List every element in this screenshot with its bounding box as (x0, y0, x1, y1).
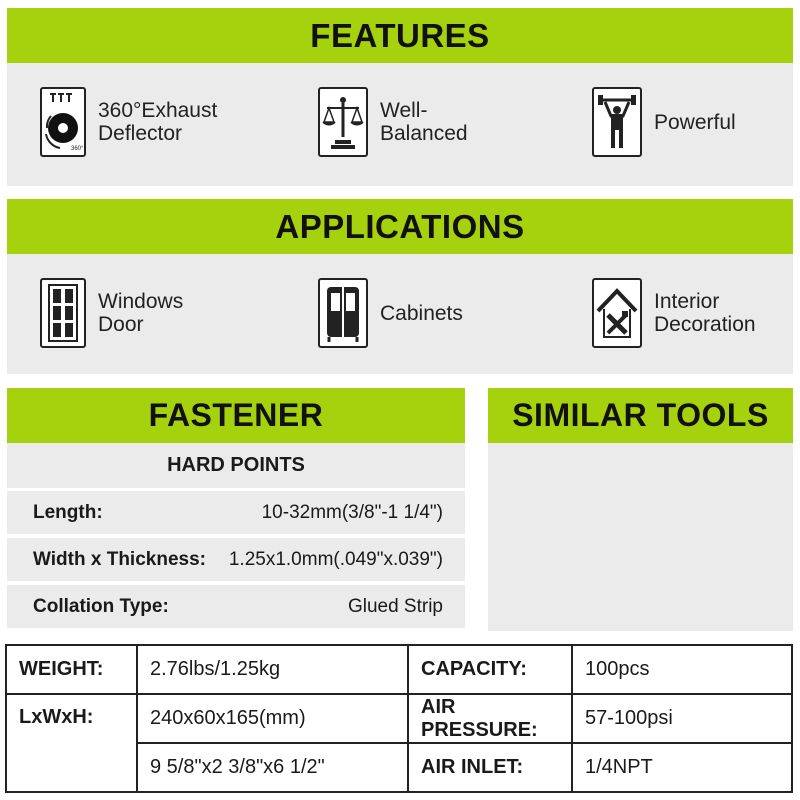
air-inlet-label: AIR INLET: (408, 743, 572, 792)
table-row (6, 645, 792, 694)
row-value: 10-32mm(3/8"-1 1/4") (261, 501, 443, 523)
application-interior-decoration (592, 278, 756, 348)
house-tools-icon (592, 278, 642, 348)
application-label: Interior Decoration (654, 290, 756, 336)
air-inlet-value: 1/4NPT (572, 743, 792, 792)
row-value: Glued Strip (347, 595, 443, 617)
feature-well-balanced (318, 87, 468, 157)
fastener-row-width-thickness (7, 538, 465, 581)
svg-text:360°: 360° (71, 146, 83, 152)
fastener-subtitle-panel (7, 443, 465, 488)
feature-label: Well- Balanced (380, 99, 468, 145)
exhaust-deflector-icon (40, 87, 86, 157)
dims-value-mm: 240x60x165(mm) (137, 694, 408, 743)
air-pressure-label: AIR PRESSURE: (408, 694, 572, 743)
spec-table (5, 644, 793, 793)
table-row (6, 694, 792, 743)
row-value: 1.25x1.0mm(.049"x.039") (228, 548, 443, 570)
features-header: FEATURES (7, 8, 793, 63)
weightlifter-icon (592, 87, 642, 157)
capacity-value: 100pcs (572, 645, 792, 694)
fastener-header: FASTENER (7, 388, 465, 443)
dims-value-in: 9 5/8"x2 3/8"x6 1/2" (137, 743, 408, 792)
row-key: Collation Type: (33, 595, 169, 617)
feature-label: Powerful (654, 110, 736, 134)
application-label: Windows Door (98, 290, 184, 336)
fastener-row-length (7, 491, 465, 534)
application-windows-door (40, 278, 183, 348)
balance-scale-icon (318, 87, 368, 157)
application-label: Cabinets (380, 301, 463, 325)
feature-exhaust-deflector (40, 87, 217, 157)
weight-value: 2.76lbs/1.25kg (137, 645, 408, 694)
feature-powerful (592, 87, 736, 157)
capacity-label: CAPACITY: (408, 645, 572, 694)
fastener-row-collation-type (7, 585, 465, 628)
application-cabinets (318, 278, 463, 348)
air-pressure-value: 57-100psi (572, 694, 792, 743)
similar-tools-panel (488, 443, 793, 631)
cabinet-icon (318, 278, 368, 348)
feature-label: 360°Exhaust Deflector (98, 99, 218, 145)
row-key: Width x Thickness: (33, 548, 206, 570)
dims-label: LxWxH: (6, 694, 137, 792)
row-key: Length: (33, 501, 103, 523)
similar-tools-header: SIMILAR TOOLS (488, 388, 793, 443)
door-icon (40, 278, 86, 348)
fastener-subtitle: HARD POINTS (167, 454, 305, 476)
weight-label: WEIGHT: (6, 645, 137, 694)
applications-header: APPLICATIONS (7, 199, 793, 254)
